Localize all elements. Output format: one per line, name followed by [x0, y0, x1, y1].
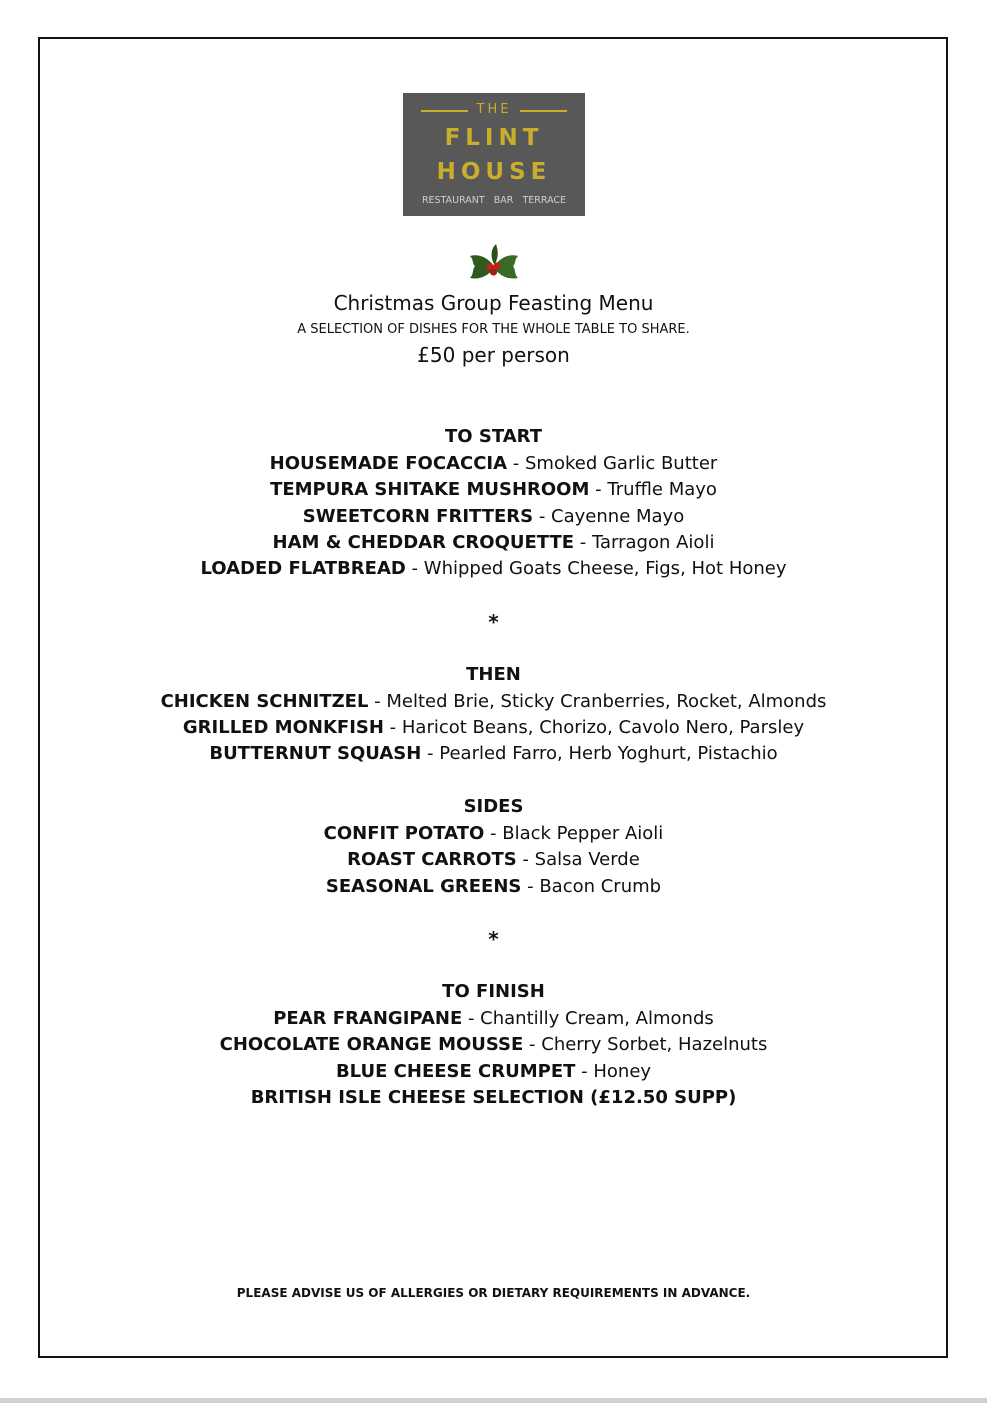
menu-item — [0, 453, 987, 474]
item-desc: - Truffle Mayo — [589, 479, 717, 500]
menu-item — [0, 532, 987, 553]
menu-item — [0, 558, 987, 579]
flint-house-logo — [403, 93, 585, 216]
section-heading-then: THEN — [466, 664, 521, 685]
menu-subtitle: A SELECTION OF DISHES FOR THE WHOLE TABLE TO SHARE. — [297, 322, 690, 337]
menu-title: Christmas Group Feasting Menu — [333, 291, 654, 315]
item-desc: - Honey — [575, 1061, 652, 1082]
holly-icon — [466, 242, 522, 286]
menu-item — [0, 479, 987, 500]
item-desc: - Tarragon Aioli — [574, 532, 715, 553]
item-desc: - Haricot Beans, Chorizo, Cavolo Nero, Parsley — [383, 717, 805, 738]
item-desc: - Black Pepper Aioli — [484, 823, 664, 844]
item-desc: - Melted Brie, Sticky Cranberries, Rocket, Almonds — [368, 691, 827, 712]
item-desc: - Salsa Verde — [516, 849, 640, 870]
section-heading-to-finish: TO FINISH — [442, 981, 545, 1002]
logo-house: HOUSE — [436, 159, 552, 185]
menu-item — [0, 1087, 987, 1108]
logo-tagline: RESTAURANT BAR TERRACE — [421, 195, 567, 206]
item-name: HAM & CHEDDAR CROQUETTE — [272, 532, 575, 553]
section-heading-sides: SIDES — [463, 796, 524, 817]
menu-item — [0, 743, 987, 764]
item-name: PEAR FRANGIPANE — [273, 1008, 463, 1029]
logo-flint: FLINT — [444, 125, 544, 151]
item-name: CHOCOLATE ORANGE MOUSSE — [219, 1034, 524, 1055]
page-bottom-edge — [0, 1398, 987, 1403]
menu-item — [0, 506, 987, 527]
item-desc: - Pearled Farro, Herb Yoghurt, Pistachio — [421, 743, 778, 764]
menu-item — [0, 717, 987, 738]
item-name: GRILLED MONKFISH — [182, 717, 384, 738]
item-desc: - Whipped Goats Cheese, Figs, Hot Honey — [405, 558, 787, 579]
section-heading-to-start: TO START — [445, 426, 542, 447]
section-separator: * — [488, 610, 499, 634]
item-name: SWEETCORN FRITTERS — [302, 506, 534, 527]
item-name: CONFIT POTATO — [323, 823, 485, 844]
item-name: BLUE CHEESE CRUMPET — [335, 1061, 576, 1082]
item-name: BUTTERNUT SQUASH — [209, 743, 422, 764]
item-name: LOADED FLATBREAD — [200, 558, 406, 579]
item-name: SEASONAL GREENS — [325, 876, 522, 897]
section-separator: * — [488, 927, 499, 951]
item-name: HOUSEMADE FOCACCIA — [269, 453, 508, 474]
menu-item — [0, 1034, 987, 1055]
menu-item — [0, 823, 987, 844]
logo-the: THE — [476, 102, 512, 117]
item-name: ROAST CARROTS — [347, 849, 517, 870]
menu-item — [0, 1061, 987, 1082]
item-desc: - Cherry Sorbet, Hazelnuts — [523, 1034, 768, 1055]
menu-item — [0, 849, 987, 870]
item-desc: - Smoked Garlic Butter — [507, 453, 718, 474]
menu-item — [0, 691, 987, 712]
item-name: BRITISH ISLE CHEESE SELECTION (£12.50 SUPP) — [250, 1087, 737, 1108]
allergy-note: PLEASE ADVISE US OF ALLERGIES OR DIETARY REQUIREMENTS IN ADVANCE. — [236, 1286, 751, 1300]
menu-item — [0, 1008, 987, 1029]
menu-item — [0, 876, 987, 897]
item-desc: - Bacon Crumb — [521, 876, 662, 897]
item-desc: - Cayenne Mayo — [533, 506, 685, 527]
item-desc: - Chantilly Cream, Almonds — [462, 1008, 714, 1029]
item-name: CHICKEN SCHNITZEL — [160, 691, 369, 712]
menu-price: £50 per person — [417, 343, 570, 367]
item-name: TEMPURA SHITAKE MUSHROOM — [270, 479, 590, 500]
